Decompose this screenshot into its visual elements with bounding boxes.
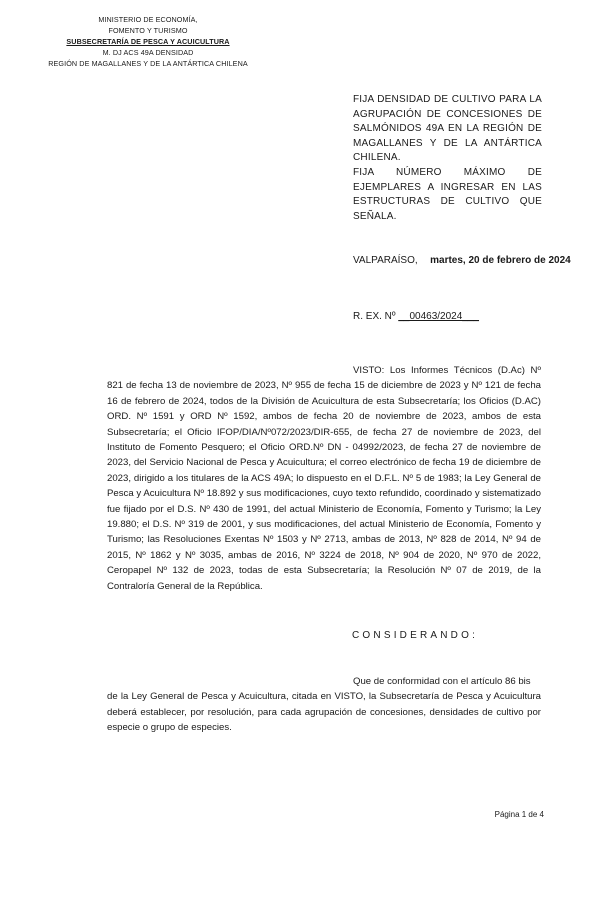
- considerando-heading: CONSIDERANDO:: [352, 630, 479, 641]
- ministry-line-1: MINISTERIO DE ECONOMÍA,: [98, 15, 198, 24]
- considerando-p1-lead: Que de conformidad con el artículo 86 bis: [353, 676, 531, 687]
- considerando-paragraph-1: [107, 674, 541, 736]
- date-value: martes, 20 de febrero de 2024: [430, 255, 571, 266]
- subsecretaria-line: SUBSECRETARÍA DE PESCA Y ACUICULTURA: [66, 37, 230, 46]
- region-line: REGIÓN DE MAGALLANES Y DE LA ANTÁRTICA CHILENA: [48, 59, 248, 68]
- title-paragraph-1: FIJA DENSIDAD DE CULTIVO PARA LA AGRUPACIÓN DE CONCESIONES DE SALMÓNIDOS 49A EN LA REGIÓN DE MAGALLANES Y DE LA ANTÁRTICA CHILENA.: [353, 94, 542, 164]
- title-paragraph-2: FIJA NÚMERO MÁXIMO DE EJEMPLARES A INGRESAR EN LAS ESTRUCTURAS DE CULTIVO QUE SEÑALA.: [353, 166, 542, 222]
- resolution-prefix: R. EX. Nº: [353, 311, 396, 322]
- resolution-number: __00463/2024___: [398, 311, 479, 322]
- ministry-line-2: FOMENTO Y TURISMO: [108, 26, 188, 35]
- date-line: [353, 250, 571, 268]
- considerando-p1-rest: de la Ley General de Pesca y Acuicultura, citada en VISTO, la Subsecretaría de Pesca y Acuicultura deberá establecer, por resolución, para cada agrupación de concesiones, densidades de cultivo por especie o grupo de especies.: [107, 691, 541, 734]
- resolution-title: [353, 93, 542, 224]
- reference-code-line: M. DJ ACS 49A DENSIDAD: [102, 48, 194, 57]
- visto-paragraph: VISTO: Los Informes Técnicos (D.Ac) Nº 821 de fecha 13 de noviembre de 2023, Nº 955 de fecha 15 de diciembre de 2023 y Nº 121 de fecha 16 de febrero de 2024, todos de la División de Acuicultura de esta Subsecretaría; los Oficios (D.AC) ORD. Nº 1591 y ORD Nº 1592, ambos de fecha 20 de noviembre de 2023, ambos de esta Subsecretaría; el Oficio IFOP/DIA/Nº072/2023/DIR-655, de fecha 27 de noviembre de 2023, del Instituto de Fomento Pesquero; el Oficio ORD.Nº DN - 04992/2023, de fecha 27 de noviembre de 2023, del Servicio Nacional de Pesca y Acuicultura; el correo electrónico de fecha 19 de diciembre de 2023, dirigido a los titulares de la ACS 49A; lo dispuesto en el D.F.L. Nº 5 de 1983; la Ley General de Pesca y Acuicultura Nº 18.892 y sus modificaciones, cuyo texto refundido, coordinado y sistematizado fue fijado por el D.S. Nº 430 de 1991, del actual Ministerio de Economía, Fomento y Turismo; la Ley 19.880; el D.S. Nº 319 de 2001, y sus modificaciones, del actual Ministerio de Economía, Fomento y Turismo; las Resoluciones Exentas Nº 1503 y Nº 2713, ambas de 2013, Nº 828 de 2014, Nº 94 de 2015, Nº 1862 y Nº 3035, ambas de 2016, Nº 3224 de 2018, Nº 904 de 2020, Nº 970 de 2022, Ceropapel Nº 132 de 2023, todas de esta Subsecretaría; la Resolución Nº 07 de 2019, de la Contraloría General de la República.: [107, 365, 541, 592]
- date-place: VALPARAÍSO,: [353, 255, 418, 266]
- letterhead: [44, 14, 252, 69]
- resolution-number-line: [353, 311, 479, 322]
- page-number: Página 1 de 4: [494, 810, 544, 819]
